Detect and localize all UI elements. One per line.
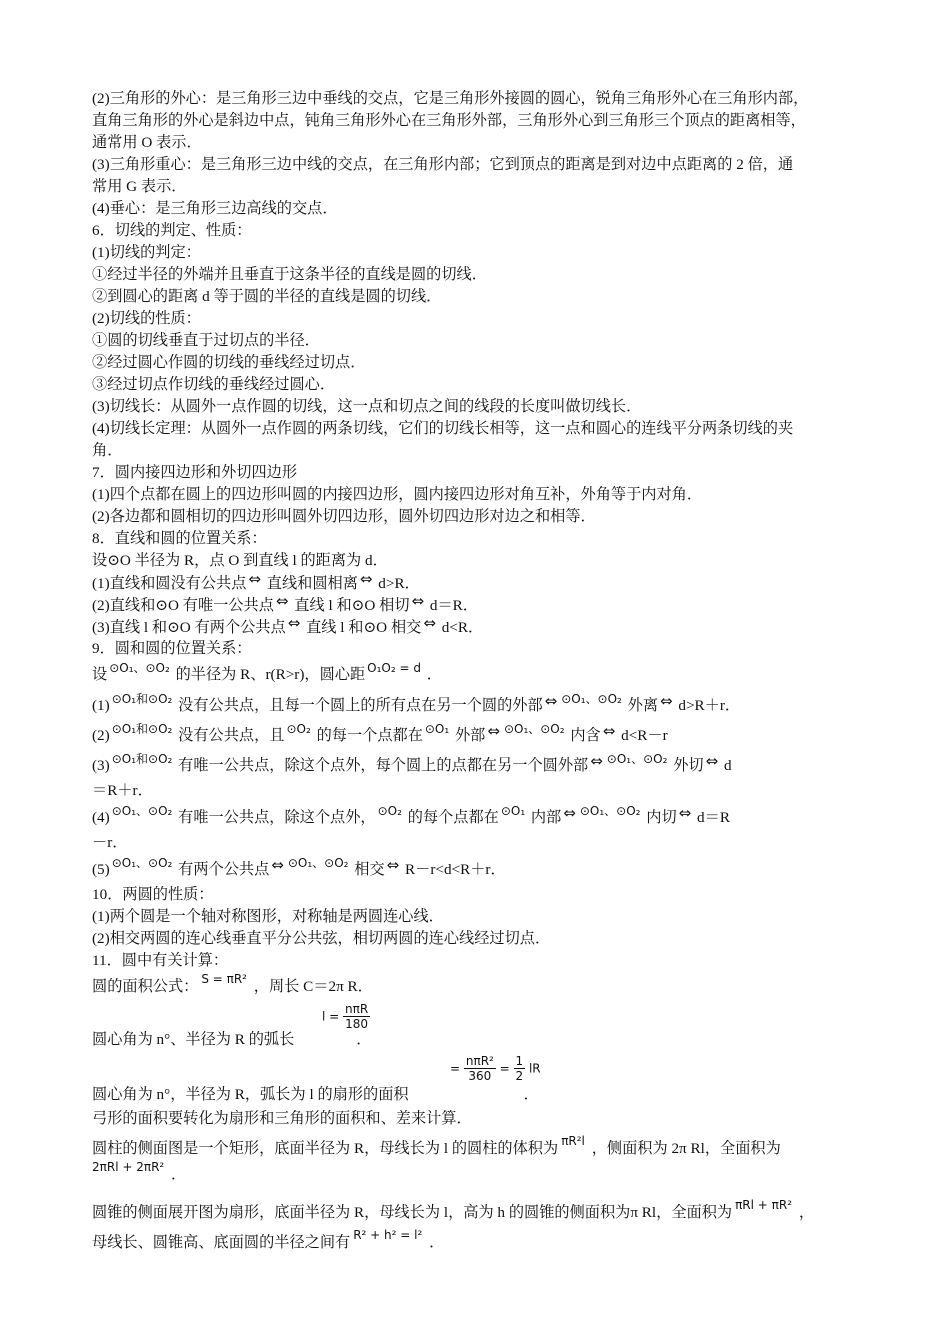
text-line: (2)直线和⊙O 有唯一公共点 ⇔ 直线 l 和⊙O 相切 ⇔ d＝R． [92,592,478,614]
text-line: (2)三角形的外心：是三角形三边中垂线的交点，它是三角形外接圆的圆心，锐角三角形外心在三角形内部， [92,90,809,107]
formula-o1-o2: ⊙O₁、⊙O₂ [503,722,565,736]
formula-o1: ⊙O₁ [500,804,526,818]
text-line: ①圆的切线垂直于过切点的半径． [92,332,320,349]
formula-center-distance: O₁O₂ = d [367,661,421,675]
text-line: 通常用 O 表示． [92,134,202,151]
text-line: (4)切线长定理：从圆外一点作圆的两条切线，它们的切线长相等，这一点和圆心的连线平分两条切线的夹 [92,420,794,437]
text-line: ＝R＋r． [92,782,153,799]
formula-o1-o2: ⊙O₁、⊙O₂ [287,856,349,870]
text-line: 圆的面积公式： $^{S = \pi R^2}$ ，周长 C＝2π R． [92,972,373,995]
text-line: (1)切线的判定： [92,244,201,261]
text-line: 直角三角形的外心是斜边中点，钝角三角形外心在三角形外部，三角形外心到三角形三个顶点的距离相等， [92,112,806,129]
formula-o1-o2: ⊙O₁、⊙O₂ [111,856,173,870]
text-line: (1) $^{⊙O_1和⊙O_2}$ 没有公共点，且每一个圆上的所有点在另一个圆的外部 ⇔ $^{⊙O_1、⊙O_2}$ 外离 ⇔ d>R＋r． [92,692,741,714]
text-line: ①经过半径的外端并且垂直于这条半径的直线是圆的切线． [92,266,487,283]
text-line: (1)两个圆是一个轴对称图形，对称轴是两圆连心线． [92,908,444,925]
text-line: (2) $^{⊙O_1和⊙O_2}$ 没有公共点，且 $^{⊙O_2}$ 的每一个点都在 $^{⊙O_1}$ 外部 ⇔ $^{⊙O_1、⊙O_2}$ 内含 ⇔ d<R－r [92,722,668,744]
text-line: (5) $^{⊙O_1、⊙O_2}$ 有两个公共点 ⇔ $^{⊙O_1、⊙O_2}$ 相交 ⇔ R－r<d<R＋r． [92,856,506,878]
iff-symbol: ⇔ [423,614,436,632]
formula-o1-o2: ⊙O₁和⊙O₂ [111,722,173,736]
text-line: ③经过切点作切线的垂线经过圆心． [92,376,335,393]
iff-symbol: ⇔ [660,692,673,710]
iff-symbol: ⇔ [386,856,400,874]
iff-symbol: ⇔ [275,592,289,610]
iff-symbol: ⇔ [248,570,261,588]
formula-o2: ⊙O₂ [377,804,402,818]
formula-cylinder-volume: πR²l [561,1134,585,1148]
iff-symbol: ⇔ [411,592,425,610]
section-heading: 10．两圆的性质： [92,886,214,903]
text-line: (3)切线长：从圆外一点作圆的切线，这一点和切点之间的线段的长度叫做切线长． [92,398,642,415]
text-line: 角． [92,442,123,459]
formula-arc-length: l = $\frac{\text{nπR}}{180}$ [322,1002,369,1031]
text-line: 弓形的面积要转化为扇形和三角形的面积和、差来计算． [92,1110,472,1127]
iff-symbol: ⇔ [359,570,373,588]
text-line: 母线长、圆锥高、底面圆的半径之间有 $^{R^2 + h^2 = l^2}$ ． [92,1228,445,1251]
text-line: (1)直线和圆没有公共点 ⇔ 直线和圆相离 ⇔ d>R． [92,570,420,592]
iff-symbol: ⇔ [705,752,719,770]
text-line: 设⊙O 半径为 R，点 O 到直线 l 的距离为 d． [92,552,388,569]
formula-sector-area: = $\frac{\text{nπR²}}{360}$ = $\frac{1}{2}$ lR [450,1054,541,1083]
formula-cone-total-area: πRl + πR² [735,1198,793,1212]
formula-o2: ⊙O₂ [286,722,311,736]
iff-symbol: ⇔ [678,804,692,822]
iff-symbol: ⇔ [602,722,616,740]
text-line: (4) $^{⊙O_1、⊙O_2}$ 有唯一公共点，除这个点外， $^{⊙O_2}$ 的每个点都在 $^{⊙O_1}$ 内部 ⇔ $^{⊙O_1、⊙O_2}$ 内切 ⇔ d＝R [92,804,730,826]
text-line: (3) $^{⊙O_1和⊙O_2}$ 有唯一公共点，除这个点外，每个圆上的点都在另一个圆外部 ⇔ $^{⊙O_1、⊙O_2}$ 外切 ⇔ d [92,752,732,774]
text-line: (2)各边都和圆相切的四边形叫圆外切四边形，圆外切四边形对边之和相等． [92,508,596,525]
formula-o1-o2: ⊙O₁和⊙O₂ [111,692,173,706]
section-heading: 8．直线和圆的位置关系： [92,530,267,547]
formula-circle-area: S = πR² [201,972,247,986]
iff-symbol: ⇔ [287,614,301,632]
formula-o1: ⊙O₁ [424,722,450,736]
text-line: 设 $^{⊙O_1、⊙O_2}$ 的半径为 R、r(R>r)，圆心距 $^{O_1O_2 = d}$ ． [92,661,442,683]
text-line: (3)直线 l 和⊙O 有两个公共点 ⇔ 直线 l 和⊙O 相交 ⇔ d<R． [92,614,484,636]
text-line: (4)垂心：是三角形三边高线的交点． [92,200,338,217]
iff-symbol: ⇔ [563,804,576,822]
text-line: －r． [92,834,128,851]
text-line: (2)相交两圆的连心线垂直平分公共弦，相切两圆的连心线经过切点． [92,930,551,947]
section-heading: 11．圆中有关计算： [92,952,229,969]
text-line: l = $\frac{\text{nπR}}{180}$ 圆心角为 n°、半径为 R 的弧长 ． [92,1002,372,1048]
section-heading: 7．圆内接四边形和外切四边形 [92,464,298,481]
formula-cylinder-total-area: 2πRl + 2πR² [92,1160,165,1174]
formula-o1-o2: ⊙O₁、⊙O₂ [561,692,622,706]
text-line: = $\frac{\text{nπR²}}{360}$ = $\frac{1}{2}$ lR 圆心角为 n°，半径为 R，弧长为 l 的扇形的面积 ． [92,1054,541,1103]
formula-o1-o2: ⊙O₁和⊙O₂ [111,752,173,766]
formula-o1-o2: ⊙O₁、⊙O₂ [579,804,641,818]
formula-pythagorean: R² + h² = l² [353,1228,423,1242]
formula-o1-o2: ⊙O₁、⊙O₂ [606,752,668,766]
iff-symbol: ⇔ [271,856,284,874]
text-line: 圆锥的侧面展开图为扇形，底面半径为 R，母线长为 l，高为 h 的圆锥的侧面积为π Rl，全面积为 $^{\pi Rl + \pi R^2}$ ， [92,1198,815,1221]
text-line: ②经过圆心作圆的切线的垂线经过切点． [92,354,366,371]
section-heading: 6．切线的判定、性质： [92,222,252,239]
text-line: 常用 G 表示． [92,178,187,195]
text-line: (3)三角形重心：是三角形三边中线的交点，在三角形内部；它到顶点的距离是到对边中点距离的 2 倍，通 [92,156,794,173]
formula-o1-o2: ⊙O₁、⊙O₂ [109,661,170,675]
text-line: 圆柱的侧面图是一个矩形，底面半径为 R，母线长为 l 的圆柱的体积为 $^{\pi R^2l}$ ，侧面积为 2π Rl，全面积为 [92,1134,781,1157]
formula-o1-o2: ⊙O₁、⊙O₂ [111,804,173,818]
document-page [92,88,867,1258]
text-line: $^{2\pi Rl + 2\pi R^2}$ ． [92,1160,187,1183]
text-line: ②到圆心的距离 d 等于圆的半径的直线是圆的切线． [92,288,442,305]
iff-symbol: ⇔ [544,692,558,710]
section-heading: 9．圆和圆的位置关系： [92,640,252,657]
text-line: (1)四个点都在圆上的四边形叫圆的内接四边形，圆内接四边形对角互补，外角等于内对角． [92,486,703,503]
iff-symbol: ⇔ [487,722,500,740]
iff-symbol: ⇔ [590,752,603,770]
text-line: (2)切线的性质： [92,310,201,327]
